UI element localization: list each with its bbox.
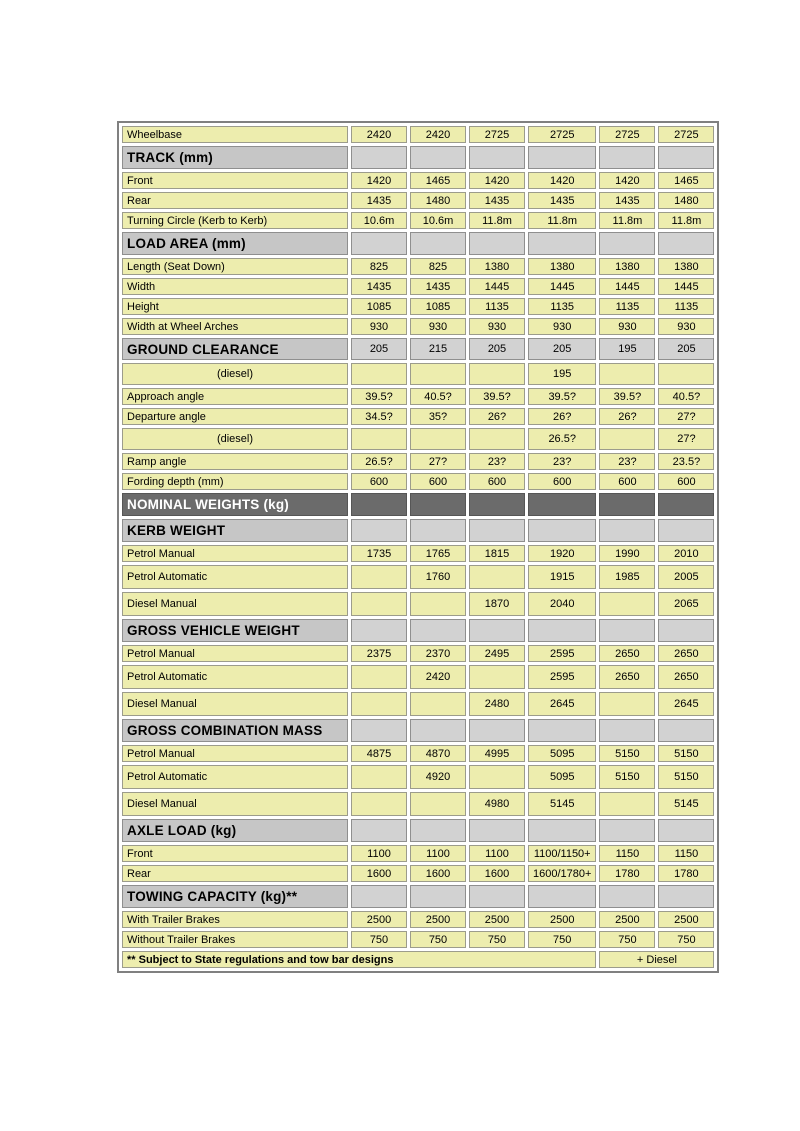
- section-title: GROSS COMBINATION MASS: [122, 719, 348, 742]
- value-cell: 1465: [410, 172, 466, 189]
- value-cell: 1435: [469, 192, 525, 209]
- row-label: Diesel Manual: [122, 792, 348, 816]
- value-cell: 1465: [658, 172, 714, 189]
- row-label: Diesel Manual: [122, 692, 348, 716]
- empty-cell: [658, 519, 714, 542]
- empty-cell: [351, 819, 407, 842]
- empty-cell: [351, 719, 407, 742]
- value-cell: 1780: [599, 865, 655, 882]
- value-cell: 1135: [599, 298, 655, 315]
- empty-cell: [351, 428, 407, 450]
- value-cell: 27?: [658, 408, 714, 425]
- section-header-row: [122, 819, 714, 842]
- row-label: Rear: [122, 865, 348, 882]
- value-cell: 750: [410, 931, 466, 948]
- empty-cell: [351, 146, 407, 169]
- value-cell: 205: [469, 338, 525, 360]
- value-cell: 1480: [410, 192, 466, 209]
- value-cell: 2420: [351, 126, 407, 143]
- value-cell: 26.5?: [528, 428, 596, 450]
- empty-cell: [528, 493, 596, 516]
- value-cell: 23?: [469, 453, 525, 470]
- value-cell: 2500: [469, 911, 525, 928]
- section-header-row: [122, 885, 714, 908]
- empty-cell: [410, 232, 466, 255]
- empty-cell: [658, 885, 714, 908]
- value-cell: 2725: [599, 126, 655, 143]
- value-cell: 2595: [528, 645, 596, 662]
- value-cell: 26?: [528, 408, 596, 425]
- value-cell: 1435: [528, 192, 596, 209]
- empty-cell: [410, 428, 466, 450]
- value-cell: 2010: [658, 545, 714, 562]
- empty-cell: [658, 146, 714, 169]
- table-row: [122, 545, 714, 562]
- value-cell: 2065: [658, 592, 714, 616]
- value-cell: 27?: [410, 453, 466, 470]
- empty-cell: [351, 885, 407, 908]
- table-row: [122, 298, 714, 315]
- row-label: Rear: [122, 192, 348, 209]
- section-header-row: [122, 338, 714, 360]
- value-cell: 26.5?: [351, 453, 407, 470]
- value-cell: 2650: [599, 645, 655, 662]
- value-cell: 5095: [528, 765, 596, 789]
- value-cell: 1600/1780+: [528, 865, 596, 882]
- section-title: GROSS VEHICLE WEIGHT: [122, 619, 348, 642]
- empty-cell: [599, 819, 655, 842]
- value-cell: 825: [351, 258, 407, 275]
- table-row: [122, 565, 714, 589]
- empty-cell: [599, 232, 655, 255]
- value-cell: 4995: [469, 745, 525, 762]
- value-cell: 2495: [469, 645, 525, 662]
- table-row: [122, 645, 714, 662]
- value-cell: 11.8m: [658, 212, 714, 229]
- row-label: Petrol Manual: [122, 645, 348, 662]
- value-cell: 5150: [599, 765, 655, 789]
- value-cell: 600: [599, 473, 655, 490]
- value-cell: 4875: [351, 745, 407, 762]
- empty-cell: [469, 493, 525, 516]
- value-cell: 930: [599, 318, 655, 335]
- value-cell: 1435: [351, 278, 407, 295]
- value-cell: 1150: [658, 845, 714, 862]
- section-header-row: [122, 146, 714, 169]
- value-cell: 2500: [528, 911, 596, 928]
- empty-cell: [410, 493, 466, 516]
- table-row: [122, 592, 714, 616]
- empty-cell: [469, 719, 525, 742]
- empty-cell: [658, 819, 714, 842]
- value-cell: 1920: [528, 545, 596, 562]
- empty-cell: [469, 665, 525, 689]
- value-cell: 750: [469, 931, 525, 948]
- row-label: Front: [122, 845, 348, 862]
- value-cell: 34.5?: [351, 408, 407, 425]
- value-cell: 2500: [599, 911, 655, 928]
- empty-cell: [410, 819, 466, 842]
- table-row: [122, 692, 714, 716]
- value-cell: 35?: [410, 408, 466, 425]
- value-cell: 1100: [469, 845, 525, 862]
- empty-cell: [528, 885, 596, 908]
- value-cell: 39.5?: [599, 388, 655, 405]
- row-label: Front: [122, 172, 348, 189]
- empty-cell: [528, 232, 596, 255]
- table-row: [122, 278, 714, 295]
- value-cell: 2725: [658, 126, 714, 143]
- value-cell: 1420: [599, 172, 655, 189]
- table-row: [122, 212, 714, 229]
- empty-cell: [658, 363, 714, 385]
- value-cell: 750: [528, 931, 596, 948]
- row-label: Without Trailer Brakes: [122, 931, 348, 948]
- value-cell: 1990: [599, 545, 655, 562]
- empty-cell: [599, 719, 655, 742]
- value-cell: 1435: [599, 192, 655, 209]
- row-label: Width at Wheel Arches: [122, 318, 348, 335]
- empty-cell: [599, 493, 655, 516]
- empty-cell: [658, 232, 714, 255]
- value-cell: 930: [528, 318, 596, 335]
- value-cell: 1445: [658, 278, 714, 295]
- value-cell: 4980: [469, 792, 525, 816]
- empty-cell: [469, 519, 525, 542]
- table-row: [122, 473, 714, 490]
- value-cell: 2650: [658, 645, 714, 662]
- value-cell: 1135: [528, 298, 596, 315]
- value-cell: 1380: [599, 258, 655, 275]
- table-row: [122, 845, 714, 862]
- empty-cell: [410, 146, 466, 169]
- value-cell: 1420: [469, 172, 525, 189]
- value-cell: 26?: [599, 408, 655, 425]
- spec-table: [117, 121, 719, 973]
- value-cell: 750: [658, 931, 714, 948]
- value-cell: 1780: [658, 865, 714, 882]
- table-row: [122, 258, 714, 275]
- value-cell: 27?: [658, 428, 714, 450]
- value-cell: 10.6m: [351, 212, 407, 229]
- row-label: Approach angle: [122, 388, 348, 405]
- value-cell: 1600: [351, 865, 407, 882]
- row-label: Departure angle: [122, 408, 348, 425]
- value-cell: 40.5?: [658, 388, 714, 405]
- value-cell: 600: [528, 473, 596, 490]
- empty-cell: [410, 592, 466, 616]
- value-cell: 1420: [528, 172, 596, 189]
- table-row: [122, 911, 714, 928]
- value-cell: 1380: [658, 258, 714, 275]
- empty-cell: [469, 146, 525, 169]
- value-cell: 930: [410, 318, 466, 335]
- row-label: Height: [122, 298, 348, 315]
- value-cell: 23?: [528, 453, 596, 470]
- empty-cell: [351, 792, 407, 816]
- empty-cell: [469, 428, 525, 450]
- table-row: [122, 665, 714, 689]
- value-cell: 2645: [658, 692, 714, 716]
- row-label: Petrol Automatic: [122, 765, 348, 789]
- empty-cell: [351, 493, 407, 516]
- value-cell: 2500: [658, 911, 714, 928]
- value-cell: 600: [658, 473, 714, 490]
- section-header-row: [122, 519, 714, 542]
- value-cell: 40.5?: [410, 388, 466, 405]
- value-cell: 5145: [658, 792, 714, 816]
- row-label: (diesel): [122, 363, 348, 385]
- value-cell: 930: [658, 318, 714, 335]
- empty-cell: [351, 619, 407, 642]
- table-row: [122, 192, 714, 209]
- table-row: [122, 931, 714, 948]
- table-row: [122, 792, 714, 816]
- section-title: NOMINAL WEIGHTS (kg): [122, 493, 348, 516]
- diesel-variant-row: [122, 428, 714, 450]
- value-cell: 2480: [469, 692, 525, 716]
- footnote-row: [122, 951, 714, 968]
- value-cell: 11.8m: [528, 212, 596, 229]
- empty-cell: [351, 519, 407, 542]
- value-cell: 1915: [528, 565, 596, 589]
- section-title: AXLE LOAD (kg): [122, 819, 348, 842]
- empty-cell: [599, 692, 655, 716]
- empty-cell: [528, 519, 596, 542]
- value-cell: 1435: [351, 192, 407, 209]
- value-cell: 1765: [410, 545, 466, 562]
- value-cell: 5095: [528, 745, 596, 762]
- value-cell: 1150: [599, 845, 655, 862]
- row-label: With Trailer Brakes: [122, 911, 348, 928]
- section-title: KERB WEIGHT: [122, 519, 348, 542]
- row-label: Ramp angle: [122, 453, 348, 470]
- value-cell: 1870: [469, 592, 525, 616]
- value-cell: 4920: [410, 765, 466, 789]
- empty-cell: [469, 232, 525, 255]
- value-cell: 750: [351, 931, 407, 948]
- empty-cell: [351, 232, 407, 255]
- empty-cell: [351, 565, 407, 589]
- section-header-row: [122, 232, 714, 255]
- section-title: TRACK (mm): [122, 146, 348, 169]
- value-cell: 23.5?: [658, 453, 714, 470]
- value-cell: 1100: [410, 845, 466, 862]
- value-cell: 205: [351, 338, 407, 360]
- empty-cell: [351, 765, 407, 789]
- value-cell: 1100: [351, 845, 407, 862]
- value-cell: 195: [528, 363, 596, 385]
- value-cell: 1135: [658, 298, 714, 315]
- empty-cell: [528, 719, 596, 742]
- empty-cell: [599, 519, 655, 542]
- value-cell: 205: [658, 338, 714, 360]
- value-cell: 205: [528, 338, 596, 360]
- empty-cell: [599, 619, 655, 642]
- value-cell: 2500: [410, 911, 466, 928]
- value-cell: 1815: [469, 545, 525, 562]
- value-cell: 750: [599, 931, 655, 948]
- value-cell: 2725: [528, 126, 596, 143]
- value-cell: 2375: [351, 645, 407, 662]
- value-cell: 2370: [410, 645, 466, 662]
- value-cell: 1435: [410, 278, 466, 295]
- value-cell: 2500: [351, 911, 407, 928]
- value-cell: 10.6m: [410, 212, 466, 229]
- value-cell: 600: [351, 473, 407, 490]
- value-cell: 1445: [469, 278, 525, 295]
- row-label: (diesel): [122, 428, 348, 450]
- value-cell: 2005: [658, 565, 714, 589]
- value-cell: 1380: [469, 258, 525, 275]
- value-cell: 1480: [658, 192, 714, 209]
- table-row: [122, 745, 714, 762]
- empty-cell: [658, 493, 714, 516]
- empty-cell: [351, 592, 407, 616]
- value-cell: 39.5?: [528, 388, 596, 405]
- table-row: [122, 388, 714, 405]
- diesel-note-cell: + Diesel: [599, 951, 714, 968]
- value-cell: 39.5?: [351, 388, 407, 405]
- empty-cell: [469, 619, 525, 642]
- empty-cell: [599, 792, 655, 816]
- value-cell: 1380: [528, 258, 596, 275]
- value-cell: 1600: [410, 865, 466, 882]
- row-label: Turning Circle (Kerb to Kerb): [122, 212, 348, 229]
- value-cell: 2650: [599, 665, 655, 689]
- empty-cell: [351, 363, 407, 385]
- empty-cell: [351, 692, 407, 716]
- row-label: Length (Seat Down): [122, 258, 348, 275]
- empty-cell: [351, 665, 407, 689]
- value-cell: 1600: [469, 865, 525, 882]
- empty-cell: [469, 565, 525, 589]
- empty-cell: [469, 765, 525, 789]
- empty-cell: [410, 885, 466, 908]
- value-cell: 1420: [351, 172, 407, 189]
- value-cell: 930: [469, 318, 525, 335]
- table-row: [122, 865, 714, 882]
- value-cell: 26?: [469, 408, 525, 425]
- value-cell: 2645: [528, 692, 596, 716]
- empty-cell: [410, 792, 466, 816]
- value-cell: 11.8m: [469, 212, 525, 229]
- empty-cell: [599, 146, 655, 169]
- section-header-row: [122, 719, 714, 742]
- value-cell: 825: [410, 258, 466, 275]
- value-cell: 2725: [469, 126, 525, 143]
- row-label: Width: [122, 278, 348, 295]
- row-label: Petrol Automatic: [122, 565, 348, 589]
- value-cell: 215: [410, 338, 466, 360]
- empty-cell: [410, 619, 466, 642]
- table-row: [122, 408, 714, 425]
- empty-cell: [410, 719, 466, 742]
- empty-cell: [528, 146, 596, 169]
- row-label: Wheelbase: [122, 126, 348, 143]
- dark-section-row: [122, 493, 714, 516]
- empty-cell: [599, 592, 655, 616]
- value-cell: 39.5?: [469, 388, 525, 405]
- value-cell: 2650: [658, 665, 714, 689]
- value-cell: 5150: [599, 745, 655, 762]
- empty-cell: [469, 363, 525, 385]
- section-title: TOWING CAPACITY (kg)**: [122, 885, 348, 908]
- value-cell: 1085: [410, 298, 466, 315]
- spec-table-container: [117, 121, 719, 973]
- footnote-cell: ** Subject to State regulations and tow bar designs: [122, 951, 596, 968]
- table-row: [122, 318, 714, 335]
- table-row: [122, 765, 714, 789]
- section-header-row: [122, 619, 714, 642]
- value-cell: 600: [469, 473, 525, 490]
- section-title: GROUND CLEARANCE: [122, 338, 348, 360]
- row-label: Petrol Manual: [122, 545, 348, 562]
- section-title: LOAD AREA (mm): [122, 232, 348, 255]
- empty-cell: [410, 692, 466, 716]
- diesel-variant-row: [122, 363, 714, 385]
- value-cell: 4870: [410, 745, 466, 762]
- value-cell: 2420: [410, 126, 466, 143]
- empty-cell: [469, 819, 525, 842]
- value-cell: 600: [410, 473, 466, 490]
- value-cell: 1100/1150+: [528, 845, 596, 862]
- value-cell: 5150: [658, 745, 714, 762]
- empty-cell: [599, 885, 655, 908]
- value-cell: 2040: [528, 592, 596, 616]
- value-cell: 1135: [469, 298, 525, 315]
- value-cell: 1760: [410, 565, 466, 589]
- value-cell: 11.8m: [599, 212, 655, 229]
- row-label: Fording depth (mm): [122, 473, 348, 490]
- table-row: [122, 453, 714, 470]
- empty-cell: [528, 819, 596, 842]
- value-cell: 195: [599, 338, 655, 360]
- row-label: Petrol Manual: [122, 745, 348, 762]
- value-cell: 5150: [658, 765, 714, 789]
- spec-table-body: [122, 126, 714, 968]
- empty-cell: [599, 428, 655, 450]
- value-cell: 930: [351, 318, 407, 335]
- row-label: Petrol Automatic: [122, 665, 348, 689]
- empty-cell: [469, 885, 525, 908]
- value-cell: 1735: [351, 545, 407, 562]
- row-label: Diesel Manual: [122, 592, 348, 616]
- value-cell: 1985: [599, 565, 655, 589]
- empty-cell: [528, 619, 596, 642]
- empty-cell: [410, 363, 466, 385]
- value-cell: 23?: [599, 453, 655, 470]
- value-cell: 2420: [410, 665, 466, 689]
- value-cell: 1445: [599, 278, 655, 295]
- empty-cell: [410, 519, 466, 542]
- table-row: [122, 172, 714, 189]
- value-cell: 1445: [528, 278, 596, 295]
- value-cell: 2595: [528, 665, 596, 689]
- empty-cell: [658, 619, 714, 642]
- value-cell: 5145: [528, 792, 596, 816]
- value-cell: 1085: [351, 298, 407, 315]
- table-row: [122, 126, 714, 143]
- empty-cell: [599, 363, 655, 385]
- empty-cell: [658, 719, 714, 742]
